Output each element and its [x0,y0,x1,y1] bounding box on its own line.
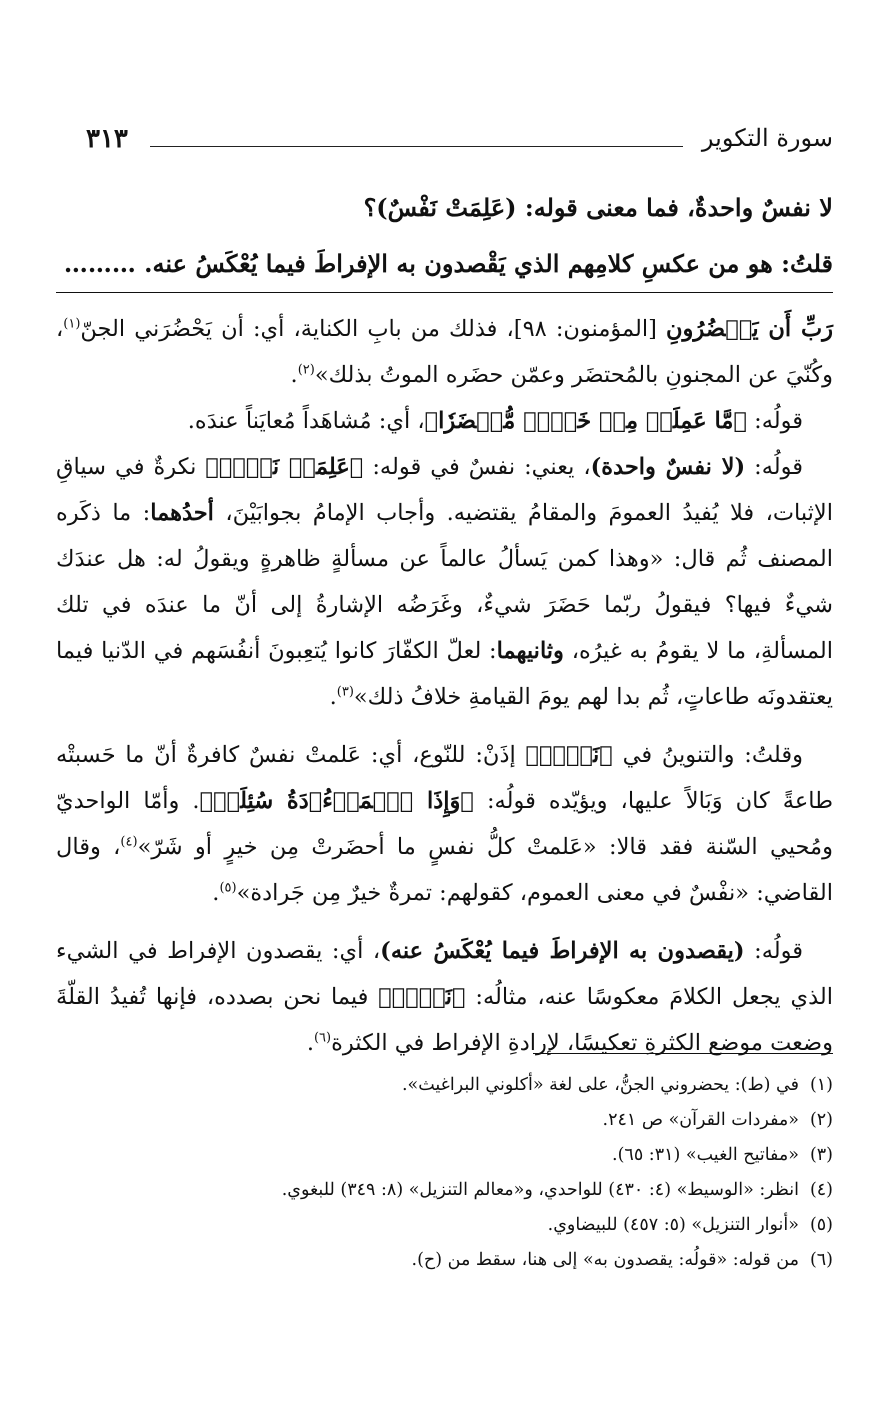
bold-term: وثانيهما [496,638,564,664]
commentary-paragraph-5 [56,928,833,1066]
surah-title: سورة التكوير [701,124,833,152]
commentary-text: ، أي: مُشاهَداً مُعايَناً عندَه. [187,408,425,434]
footnote [56,1103,833,1138]
footnote-ref: (٢) [297,362,315,378]
commentary-text: ، يعني: نفسٌ في قوله: [363,454,591,480]
footnote-ref: (٦) [313,1030,332,1046]
quran-verse: ﴿نَفۡسٞ﴾ [378,984,466,1010]
footnote-number: (١) [809,1075,833,1095]
footnote-ref: (٤) [120,834,138,850]
commentary-text: ، وقال القاضي: «نفْسٌ في معنى العموم، كقولهم: تمرةٌ خيرٌ مِن جَرادة» [56,834,833,906]
footnote-number: (٤) [809,1180,833,1200]
commentary-text: : لعلّ الكفّارَ كانوا يُتعِبونَ أنفُسَهم في الدّنيا فيما يعتقدونَه طاعاتٍ، ثُم بدا لهم يومَ القيامةِ خلافُ ذلك» [56,638,833,710]
page-number: ٣١٣ [86,124,128,154]
quran-verse: ﴿نَفۡسٞ﴾ [525,742,613,768]
quran-verse: رَبِّ أَن يَحۡضُرُونِ [666,316,833,342]
footnote [56,1208,833,1243]
quran-verse: ﴿مَّا عَمِلَتۡ مِنۡ خَيۡرٖ مُّحۡضَرٗا﴾ [424,408,747,434]
commentary-text: . [306,1030,314,1056]
footnote-separator [533,1053,833,1054]
commentary-text: إذَنْ: للنّوع، أي: عَلمتْ نفسٌ كافرةٌ أنّ ما حَسبتْه طاعةً كان وَبَالاً عليها، ويؤيّده قولُه: [56,742,834,814]
footnotes [56,1068,833,1278]
bold-term: أحدُهما [150,500,214,526]
quoted-matn: (لا نفسٌ واحدة) [590,454,746,480]
header-rule [150,146,683,147]
footnote-text: من قوله: «قولُه: يقصدون به» إلى هنا، سقط من (ح). [411,1250,799,1270]
footnote-number: (٥) [809,1215,833,1235]
main-text [56,180,833,292]
commentary-paragraph-3 [56,444,833,720]
quran-verse: ﴿وَإِذَا ٱلۡمَوۡءُۥدَةُ سُئِلَتۡ﴾ [199,788,474,814]
footnote-ref: (١) [63,316,81,332]
matn-line-1: لا نفسٌ واحدةٌ، فما معنى قوله: (عَلِمَتْ نَفْسٌ)؟ [363,193,833,222]
footnote [56,1068,833,1103]
page-header [86,124,833,164]
commentary-paragraph-4 [56,732,833,916]
commentary-text: [المؤمنون: ٩٨]، فذلك من بابِ الكناية، أي: أن يَحْضُرَني الجنّ [80,316,657,342]
footnote-text: في (ط): يحضروني الجنُّ، على لغة «أكلوني البراغيث». [401,1075,799,1095]
footnote-ref: (٥) [219,880,237,896]
footnote-text: انظر: «الوسيط» (٤: ٤٣٠) للواحدي، و«معالم التنزيل» (٨: ٣٤٩) للبغوي. [281,1180,799,1200]
matn-separator [56,292,833,293]
commentary [56,306,833,1066]
commentary-text: . [212,880,220,906]
commentary-text: نكرةٌ في سياقِ الإثبات، فلا يُفيدُ العمومَ والمقامُ يقتضيه. وأجاب الإمامُ بجوابَيْنَ، [56,454,834,526]
footnote-number: (٦) [809,1250,833,1270]
commentary-text: . [290,362,298,388]
matn-line-2 [56,236,833,292]
quoted-matn: (يقصدون به الإفراطَ فيما يُعْكَسُ عنه) [380,938,745,964]
matn-line-2-text: قلتُ: هو من عكسِ كلامِهم الذي يَقْصدون به الإفراطَ فيما يُعْكَسُ عنه. [144,249,833,278]
commentary-text: قولُه: [745,454,804,480]
commentary-text: قولُه: [746,408,803,434]
footnote-number: (٢) [809,1110,833,1130]
commentary-paragraph-2 [56,398,833,444]
commentary-text: قولُه: [744,938,803,964]
quran-verse: ﴿عَلِمَتۡ نَفۡسٞ﴾ [205,454,364,480]
matn-dots: ……… [63,249,136,278]
footnote-text: «أنوار التنزيل» (٥: ٤٥٧) للبيضاوي. [547,1215,799,1235]
commentary-text: فيما نحن بصدده، فإنها تُفيدُ القلّةَ وضعت موضع الكثرةِ تعكيسًا، لإرادةِ الإفراط في الكثرة [56,984,833,1056]
commentary-text: : ما ذكَره المصنف ثُم قال: «وهذا كمن يَسألُ عالماً عن مسألةٍ ظاهرةٍ ويقولُ له: هل عندَك شيءٌ فيها؟ فيقولُ ربّما حَضَرَ شيءٌ، وغَرَضُه الإشارةُ إلى أنّ ما عندَه في تلك المسألةِ، ما لا يقومُ به غيرُه، [56,500,833,664]
commentary-text: وقلتُ: والتنوينُ في [612,742,803,768]
footnote-text: «مفردات القرآن» ص ٢٤١. [602,1110,799,1130]
footnote-text: «مفاتيح الغيب» (٣١: ٦٥). [612,1145,799,1165]
footnote [56,1173,833,1208]
commentary-text: ، وكُنّيَ عن المجنونِ بالمُحتضَر وعمّن حضَره الموتُ بذلك» [56,316,833,388]
footnote-number: (٣) [809,1145,833,1165]
commentary-text: . [329,684,337,710]
footnote-ref: (٣) [336,684,354,700]
footnote [56,1138,833,1173]
footnote [56,1243,833,1278]
commentary-paragraph-1 [56,306,833,398]
commentary-text: ، أي: يقصدون الإفراط في الشيء الذي يجعل الكلامَ معكوسًا عنه، مثالُه: [56,938,833,1010]
commentary-text: . وأمّا الواحديّ ومُحيي السّنة فقد قالا: «عَلمتْ كلُّ نفسٍ ما أحضَرتْ مِن خيرٍ أو شَرّ» [56,788,833,860]
